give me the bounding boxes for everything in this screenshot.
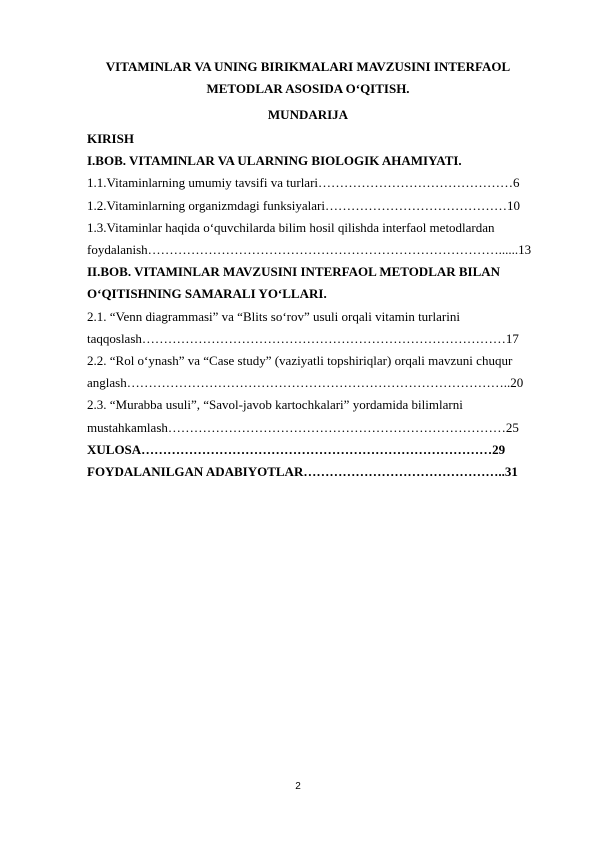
toc-entry-2-2-line-1: 2.2. “Rol o‘ynash” va “Case study” (vaziyatli topshiriqlar) orqali mavzuni chuqur [87, 353, 513, 369]
page-number: 2 [295, 781, 301, 792]
document-title-line-2: METODLAR ASOSIDA O‘QITISH. [206, 81, 410, 96]
toc-entry-2-2-line-2: anglash……………………………………………………………………………..20 [87, 375, 524, 391]
toc-entry-2-1-line-1: 2.1. “Venn diagrammasi” va “Blits so‘rov” usuli orqali vitamin turlarini [87, 308, 460, 324]
contents-heading: MUNDARIJA [267, 107, 349, 122]
toc-chapter-1: I.BOB. VITAMINLAR VA ULARNING BIOLOGIK AHAMIYATI. [87, 153, 462, 169]
toc-chapter-2-line-1: II.BOB. VITAMINLAR MAVZUSINI INTERFAOL METODLAR BILAN [87, 264, 501, 280]
toc-entry-1-3-line-2: foydalanish………………………………………………………………………......13 [87, 242, 532, 258]
toc-entry-2-3-line-2: mustahkamlash……………………………………………………………………25 [87, 419, 519, 435]
toc-entry-2-1-line-2: taqqoslash…………………………………………………………………………17 [87, 330, 519, 346]
toc-chapter-2-line-2: O‘QITISHNING SAMARALI YO‘LLARI. [87, 286, 327, 302]
toc-entry-intro: KIRISH [87, 131, 134, 146]
document-title-line-1: VITAMINLAR VA UNING BIRIKMALARI MAVZUSINI INTERFAOL [105, 59, 511, 74]
toc-entry-1-2: 1.2.Vitaminlarning organizmdagi funksiyalari……………………………………10 [87, 197, 520, 213]
toc-entry-references: FOYDALANILGAN ADABIYOTLAR………………………………………..31 [87, 464, 518, 480]
toc-entry-1-1: 1.1.Vitaminlarning umumiy tavsifi va turlari………………………………………6 [87, 175, 520, 191]
toc-entry-2-3-line-1: 2.3. “Murabba usuli”, “Savol-javob kartochkalari” yordamida bilimlarni [87, 397, 463, 413]
table-of-contents [87, 128, 553, 483]
toc-entry-1-3-line-1: 1.3.Vitaminlar haqida o‘quvchilarda bilim hosil qilishda interfaol metodlardan [87, 219, 495, 235]
toc-entry-conclusion: XULOSA………………………………………………………………………29 [87, 441, 506, 457]
